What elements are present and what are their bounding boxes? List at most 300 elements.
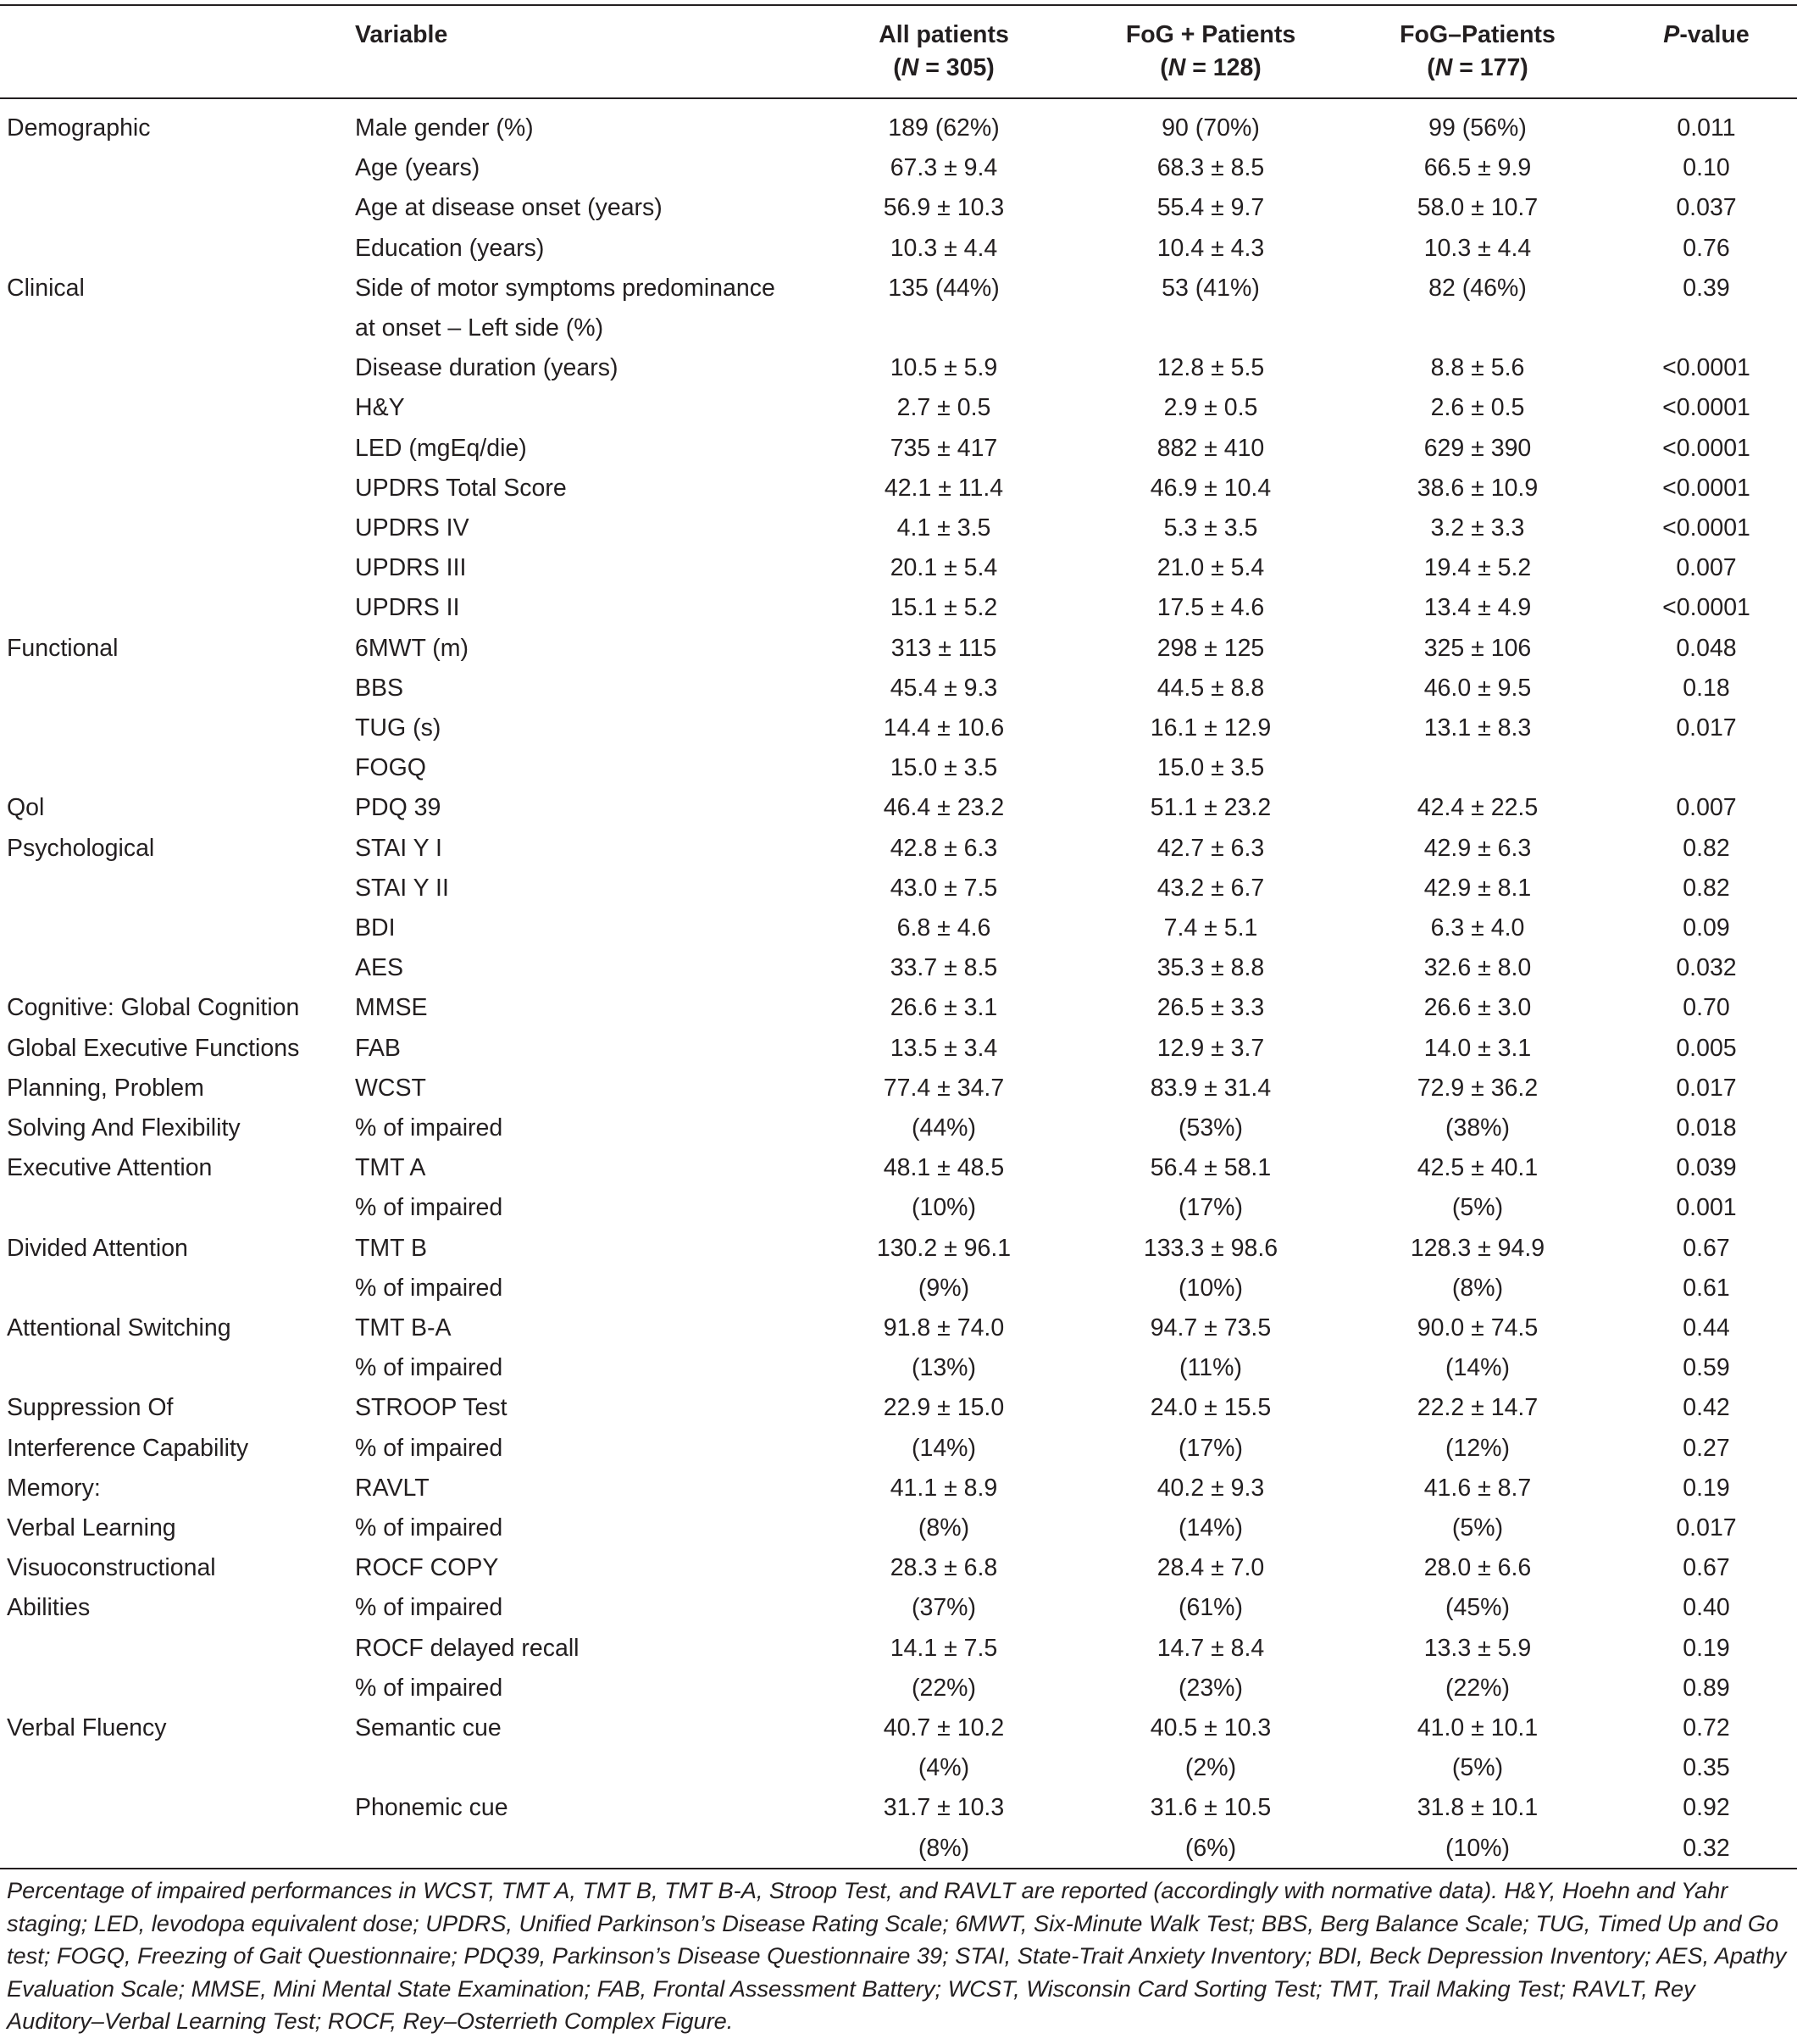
cell-p-value: 0.011 [1677, 114, 1736, 142]
cell-fog-positive: (6%) [1184, 1834, 1237, 1862]
table-row [0, 429, 1797, 469]
cell-variable: WCST [355, 1074, 426, 1102]
cell-all-patients: 41.1 ± 8.9 [890, 1474, 998, 1502]
cell-domain [7, 1348, 346, 1388]
cell-domain: Executive Attention [7, 1154, 213, 1182]
bottom-rule [0, 1868, 1797, 1869]
cell-domain [7, 1748, 346, 1788]
cell-variable: Disease duration (years) [355, 354, 618, 382]
cell-fog-positive: 15.0 ± 3.5 [1156, 754, 1265, 782]
table-row [0, 1388, 1797, 1428]
cell-domain [7, 548, 346, 588]
cell-variable: UPDRS Total Score [355, 474, 567, 502]
cell-domain [7, 669, 346, 708]
cell-variable: 6MWT (m) [355, 634, 469, 662]
cell-fog-positive: (11%) [1179, 1354, 1242, 1382]
cell-variable: % of impaired [355, 1194, 503, 1222]
cell-p-value: 0.59 [1683, 1354, 1730, 1382]
cell-variable: RAVLT [355, 1474, 430, 1502]
cell-variable: STAI Y I [355, 834, 442, 862]
cell-p-value [1613, 308, 1797, 348]
cell-all-patients: (44%) [911, 1114, 977, 1141]
cell-fog-negative: 46.0 ± 9.5 [1423, 674, 1532, 702]
cell-domain: Memory: [7, 1474, 101, 1502]
table-row [0, 1588, 1797, 1628]
cell-fog-positive: (17%) [1178, 1434, 1244, 1462]
cell-fog-positive: 5.3 ± 3.5 [1163, 514, 1258, 542]
table-row [0, 708, 1797, 748]
table-footnote: Percentage of impaired performances in WCST, TMT A, TMT B, TMT B-A, Stroop Test, and RAVLT are reported (accordingly with normative data). H&Y, Hoehn and Yahr staging; LED, levodopa equivalent dose; UPDRS, Unified Parkinson’s Disease Rating Scale; 6MWT, Six-Minute Walk Test; BBS, Berg Balance Scale; TUG, Timed Up and Go test; FOGQ, Freezing of Gait Questionnaire; PDQ39, Parkinson’s Disease Questionnaire 39; STAI, State-Trait Anxiety Inventory; BDI, Beck Depression Inventory; AES, Apathy Evaluation Scale; MMSE, Mini Mental State Examination; FAB, Frontal Assessment Battery; WCST, Wisconsin Card Sorting Test; TMT, Trail Making Test; RAVLT, Rey Auditory–Verbal Learning Test; ROCF, Rey–Osterrieth Complex Figure. [7, 1877, 1787, 2035]
table-row [0, 188, 1797, 228]
cell-fog-negative: (5%) [1451, 1754, 1504, 1782]
cell-fog-negative: 82 (46%) [1428, 274, 1527, 302]
cell-fog-positive: 46.9 ± 10.4 [1150, 474, 1272, 502]
cell-variable: TMT B-A [355, 1314, 452, 1341]
table-row [0, 388, 1797, 428]
cell-variable: STROOP Test [355, 1394, 507, 1422]
cell-variable: UPDRS III [355, 554, 467, 582]
cell-all-patients: 26.6 ± 3.1 [890, 994, 998, 1022]
cell-fog-negative: 13.4 ± 4.9 [1423, 594, 1532, 622]
cell-p-value: 0.018 [1676, 1114, 1737, 1141]
cell-all-patients: 14.1 ± 7.5 [890, 1634, 998, 1662]
cell-fog-positive: 83.9 ± 31.4 [1150, 1074, 1272, 1102]
cell-all-patients: 2.7 ± 0.5 [896, 394, 991, 422]
cell-variable: STAI Y II [355, 874, 449, 902]
cell-variable: Age at disease onset (years) [355, 194, 663, 222]
header-all-patients-n: (N = 305) [893, 54, 995, 81]
cell-fog-negative: 41.0 ± 10.1 [1417, 1714, 1539, 1741]
cell-domain: Clinical [7, 274, 85, 302]
table-row [0, 1148, 1797, 1188]
cell-domain: Psychological [7, 834, 155, 862]
cell-fog-negative: 38.6 ± 10.9 [1417, 474, 1539, 502]
cell-all-patients: 15.0 ± 3.5 [890, 754, 998, 782]
cell-fog-positive: 10.4 ± 4.3 [1156, 234, 1265, 262]
table-row [0, 1829, 1797, 1869]
cell-domain [7, 508, 346, 548]
cell-all-patients: (10%) [911, 1194, 977, 1222]
cell-fog-positive: (17%) [1178, 1194, 1244, 1222]
cell-variable: ROCF delayed recall [355, 1634, 580, 1662]
cell-fog-negative: 3.2 ± 3.3 [1430, 514, 1525, 542]
cell-variable: Age (years) [355, 154, 480, 182]
cell-fog-negative: 32.6 ± 8.0 [1423, 954, 1532, 982]
cell-all-patients: 28.3 ± 6.8 [890, 1554, 998, 1582]
table-row [0, 829, 1797, 869]
cell-fog-positive: 40.2 ± 9.3 [1156, 1474, 1265, 1502]
table-row [0, 908, 1797, 948]
cell-p-value: 0.007 [1676, 554, 1737, 582]
cell-domain: Demographic [7, 114, 151, 142]
cell-fog-positive: 51.1 ± 23.2 [1150, 794, 1272, 822]
cell-all-patients: (8%) [918, 1514, 970, 1541]
cell-variable: Side of motor symptoms predominance [355, 274, 775, 302]
table-row [0, 1788, 1797, 1828]
cell-p-value: 0.005 [1676, 1034, 1737, 1062]
cell-fog-negative: 66.5 ± 9.9 [1423, 154, 1532, 182]
table-row [0, 988, 1797, 1028]
cell-p-value: 0.10 [1683, 154, 1730, 182]
cell-variable: Semantic cue [355, 1714, 502, 1741]
cell-all-patients: (8%) [918, 1834, 970, 1862]
cell-all-patients: 14.4 ± 10.6 [883, 714, 1005, 742]
table-row [0, 1748, 1797, 1788]
cell-all-patients: 40.7 ± 10.2 [883, 1714, 1005, 1741]
cell-domain [7, 308, 346, 348]
cell-all-patients: 189 (62%) [888, 114, 1000, 142]
cell-fog-positive: 31.6 ± 10.5 [1150, 1794, 1272, 1822]
cell-fog-positive: (61%) [1178, 1594, 1244, 1622]
cell-all-patients: 20.1 ± 5.4 [890, 554, 998, 582]
header-fog-negative [1351, 19, 1605, 85]
cell-variable: % of impaired [355, 1114, 503, 1141]
cell-variable: % of impaired [355, 1594, 503, 1622]
cell-variable: FAB [355, 1034, 401, 1062]
cell-domain: Cognitive: Global Cognition [7, 994, 300, 1022]
cell-all-patients: 130.2 ± 96.1 [876, 1234, 1012, 1262]
table-row [0, 748, 1797, 788]
table-row [0, 1348, 1797, 1388]
table-row [0, 1108, 1797, 1148]
cell-p-value: <0.0001 [1662, 354, 1750, 382]
table-row [0, 1308, 1797, 1348]
cell-all-patients: (9%) [918, 1274, 970, 1302]
table-row [0, 269, 1797, 308]
cell-p-value: 0.42 [1683, 1394, 1730, 1422]
cell-fog-negative: 13.1 ± 8.3 [1423, 714, 1532, 742]
cell-fog-positive: (2%) [1184, 1754, 1237, 1782]
cell-p-value: <0.0001 [1662, 434, 1750, 462]
cell-all-patients: 15.1 ± 5.2 [890, 594, 998, 622]
cell-domain: Suppression Of [7, 1394, 174, 1422]
cell-all-patients: (4%) [918, 1754, 970, 1782]
cell-variable: % of impaired [355, 1514, 503, 1541]
cell-p-value [1613, 748, 1797, 788]
cell-domain [7, 469, 346, 508]
cell-fog-positive: 68.3 ± 8.5 [1156, 154, 1265, 182]
cell-fog-negative: 13.3 ± 5.9 [1423, 1634, 1532, 1662]
cell-p-value: 0.82 [1683, 874, 1730, 902]
cell-domain: Visuoconstructional [7, 1554, 216, 1582]
cell-p-value: 0.037 [1676, 194, 1737, 222]
cell-all-patients: 43.0 ± 7.5 [890, 874, 998, 902]
cell-variable: % of impaired [355, 1674, 503, 1702]
cell-fog-positive: 298 ± 125 [1156, 634, 1265, 662]
cell-domain [7, 748, 346, 788]
cell-fog-positive: (23%) [1178, 1674, 1244, 1702]
cell-domain [7, 869, 346, 908]
cell-fog-positive: (53%) [1178, 1114, 1244, 1141]
cell-fog-positive: 12.8 ± 5.5 [1156, 354, 1265, 382]
cell-variable: MMSE [355, 994, 428, 1022]
cell-all-patients: (14%) [911, 1434, 977, 1462]
cell-variable: at onset – Left side (%) [355, 314, 604, 342]
cell-fog-negative: 58.0 ± 10.7 [1417, 194, 1539, 222]
cell-fog-negative: 8.8 ± 5.6 [1430, 354, 1525, 382]
table-row [0, 1188, 1797, 1228]
cell-all-patients: 4.1 ± 3.5 [896, 514, 991, 542]
cell-fog-negative: 128.3 ± 94.9 [1410, 1234, 1545, 1262]
cell-all-patients [851, 308, 1037, 348]
cell-variable: ROCF COPY [355, 1554, 499, 1582]
cell-fog-negative: 42.9 ± 6.3 [1423, 834, 1532, 862]
cell-p-value: 0.18 [1683, 674, 1730, 702]
cell-p-value: 0.032 [1676, 954, 1737, 982]
cell-fog-positive: 12.9 ± 3.7 [1156, 1034, 1265, 1062]
cell-fog-negative: (5%) [1451, 1514, 1504, 1541]
cell-domain: Abilities [7, 1594, 91, 1622]
cell-fog-positive: 56.4 ± 58.1 [1150, 1154, 1272, 1182]
table-row [0, 148, 1797, 188]
cell-all-patients: 13.5 ± 3.4 [890, 1034, 998, 1062]
cell-fog-negative: 90.0 ± 74.5 [1417, 1314, 1539, 1341]
cell-domain [7, 1788, 346, 1828]
table-row [0, 548, 1797, 588]
cell-p-value: 0.32 [1683, 1834, 1730, 1862]
cell-all-patients: 77.4 ± 34.7 [883, 1074, 1005, 1102]
cell-fog-positive: (14%) [1178, 1514, 1244, 1541]
cell-fog-positive: 43.2 ± 6.7 [1156, 874, 1265, 902]
cell-fog-negative: 14.0 ± 3.1 [1423, 1034, 1532, 1062]
cell-domain: Qol [7, 794, 45, 822]
cell-fog-positive: 14.7 ± 8.4 [1156, 1634, 1265, 1662]
cell-fog-negative: (38%) [1445, 1114, 1511, 1141]
header-fog-negative-n: (N = 177) [1427, 54, 1528, 81]
cell-domain: Planning, Problem [7, 1074, 204, 1102]
cell-fog-positive: 44.5 ± 8.8 [1156, 674, 1265, 702]
cell-all-patients: 56.9 ± 10.3 [883, 194, 1005, 222]
cell-fog-negative: 41.6 ± 8.7 [1423, 1474, 1532, 1502]
cell-fog-negative: (12%) [1445, 1434, 1511, 1462]
table-row [0, 588, 1797, 628]
cell-p-value: 0.007 [1676, 794, 1737, 822]
header-fog-positive-n: (N = 128) [1160, 54, 1262, 81]
cell-all-patients: 48.1 ± 48.5 [883, 1154, 1005, 1182]
cell-fog-positive: 28.4 ± 7.0 [1156, 1554, 1265, 1582]
cell-fog-negative: 19.4 ± 5.2 [1423, 554, 1532, 582]
cell-fog-positive: 26.5 ± 3.3 [1156, 994, 1265, 1022]
table-row [0, 229, 1797, 269]
cell-domain [7, 708, 346, 748]
cell-fog-negative: (22%) [1445, 1674, 1511, 1702]
cell-p-value: 0.82 [1683, 834, 1730, 862]
cell-all-patients: 735 ± 417 [890, 434, 998, 462]
cell-all-patients: 33.7 ± 8.5 [890, 954, 998, 982]
cell-all-patients: (22%) [911, 1674, 977, 1702]
cell-p-value: 0.89 [1683, 1674, 1730, 1702]
top-rule [0, 4, 1797, 6]
cell-domain: Attentional Switching [7, 1314, 231, 1341]
cell-fog-positive: 2.9 ± 0.5 [1163, 394, 1258, 422]
table-row [0, 788, 1797, 828]
cell-all-patients: 91.8 ± 74.0 [883, 1314, 1005, 1341]
table-row [0, 669, 1797, 708]
cell-variable: FOGQ [355, 754, 426, 782]
cell-domain [7, 229, 346, 269]
cell-fog-negative: (14%) [1445, 1354, 1511, 1382]
cell-p-value: 0.67 [1683, 1234, 1730, 1262]
cell-fog-negative [1384, 308, 1571, 348]
cell-all-patients: 31.7 ± 10.3 [883, 1794, 1005, 1822]
cell-fog-positive: 882 ± 410 [1156, 434, 1265, 462]
cell-domain [7, 148, 346, 188]
cell-p-value: 0.001 [1676, 1194, 1737, 1222]
cell-fog-negative: 42.4 ± 22.5 [1417, 794, 1539, 822]
cell-domain: Solving And Flexibility [7, 1114, 241, 1141]
header-all-patients-label: All patients [879, 21, 1009, 48]
cell-variable: PDQ 39 [355, 794, 441, 822]
cell-all-patients: 313 ± 115 [890, 634, 997, 662]
table-row [0, 348, 1797, 388]
cell-p-value: 0.27 [1683, 1434, 1730, 1462]
cell-p-value: 0.09 [1683, 914, 1730, 941]
cell-p-value: 0.61 [1683, 1274, 1730, 1302]
cell-fog-positive: (10%) [1178, 1274, 1244, 1302]
cell-variable: UPDRS II [355, 594, 460, 622]
cell-all-patients: 135 (44%) [888, 274, 1000, 302]
cell-p-value: 0.017 [1676, 1514, 1737, 1541]
cell-all-patients: (37%) [911, 1594, 977, 1622]
cell-fog-negative: 26.6 ± 3.0 [1423, 994, 1532, 1022]
table-row [0, 1469, 1797, 1508]
cell-p-value: 0.35 [1683, 1754, 1730, 1782]
table-row [0, 1508, 1797, 1548]
cell-domain [7, 188, 346, 228]
cell-domain: Verbal Fluency [7, 1714, 167, 1741]
cell-all-patients: 42.8 ± 6.3 [890, 834, 998, 862]
cell-variable: UPDRS IV [355, 514, 469, 542]
cell-fog-positive: 7.4 ± 5.1 [1163, 914, 1258, 941]
header-variable: Variable [355, 21, 448, 48]
cell-domain [7, 588, 346, 628]
cell-domain: Global Executive Functions [7, 1034, 300, 1062]
cell-fog-positive: 42.7 ± 6.3 [1156, 834, 1265, 862]
cell-variable: TMT B [355, 1234, 427, 1262]
cell-variable [355, 1829, 863, 1869]
header-p-value: P-value [1663, 21, 1750, 48]
cell-all-patients: 45.4 ± 9.3 [890, 674, 998, 702]
cell-fog-negative: (8%) [1451, 1274, 1504, 1302]
cell-variable: % of impaired [355, 1434, 503, 1462]
table-row [0, 1708, 1797, 1748]
cell-fog-positive: 90 (70%) [1162, 114, 1260, 142]
cell-variable: % of impaired [355, 1354, 503, 1382]
cell-fog-positive: 55.4 ± 9.7 [1156, 194, 1265, 222]
cell-all-patients: 67.3 ± 9.4 [890, 154, 998, 182]
cell-fog-positive: 133.3 ± 98.6 [1143, 1234, 1278, 1262]
cell-variable: BBS [355, 674, 404, 702]
table-row [0, 308, 1797, 348]
table-row [0, 1269, 1797, 1308]
cell-fog-positive: 94.7 ± 73.5 [1150, 1314, 1272, 1341]
cell-p-value: 0.70 [1683, 994, 1730, 1022]
cell-domain [7, 908, 346, 948]
cell-p-value: 0.39 [1683, 274, 1730, 302]
cell-variable [355, 1748, 863, 1788]
cell-domain [7, 1629, 346, 1669]
cell-domain: Verbal Learning [7, 1514, 176, 1541]
cell-fog-negative: (45%) [1445, 1594, 1511, 1622]
cell-fog-positive [1118, 308, 1304, 348]
cell-variable: % of impaired [355, 1274, 503, 1302]
cell-fog-negative: (10%) [1445, 1834, 1511, 1862]
cell-fog-negative: 22.2 ± 14.7 [1417, 1394, 1539, 1422]
cell-p-value: <0.0001 [1662, 514, 1750, 542]
cell-domain [7, 1269, 346, 1308]
cell-fog-negative: 99 (56%) [1428, 114, 1527, 142]
cell-p-value: 0.40 [1683, 1594, 1730, 1622]
cell-all-patients: 10.3 ± 4.4 [890, 234, 998, 262]
cell-domain [7, 1829, 346, 1869]
cell-fog-negative: 6.3 ± 4.0 [1430, 914, 1525, 941]
cell-domain: Functional [7, 634, 119, 662]
table-row [0, 1229, 1797, 1269]
table-row [0, 1669, 1797, 1708]
cell-p-value: 0.017 [1676, 1074, 1737, 1102]
cell-fog-negative: 2.6 ± 0.5 [1430, 394, 1525, 422]
cell-p-value: 0.048 [1676, 634, 1737, 662]
cell-p-value: 0.017 [1676, 714, 1737, 742]
cell-all-patients: (13%) [911, 1354, 977, 1382]
cell-fog-negative: 31.8 ± 10.1 [1417, 1794, 1539, 1822]
cell-fog-negative: 325 ± 106 [1423, 634, 1532, 662]
cell-variable: Male gender (%) [355, 114, 534, 142]
table-row [0, 1548, 1797, 1588]
cell-variable: TMT A [355, 1154, 426, 1182]
cell-fog-negative: 42.5 ± 40.1 [1417, 1154, 1539, 1182]
table-row [0, 469, 1797, 508]
cell-p-value: 0.92 [1683, 1794, 1730, 1822]
cell-fog-positive: 16.1 ± 12.9 [1150, 714, 1272, 742]
cell-fog-negative: 10.3 ± 4.4 [1423, 234, 1532, 262]
cell-variable: TUG (s) [355, 714, 441, 742]
cell-domain [7, 429, 346, 469]
cell-p-value: <0.0001 [1662, 594, 1750, 622]
cell-variable: LED (mgEq/die) [355, 434, 527, 462]
table-row [0, 1429, 1797, 1469]
cell-fog-positive: 53 (41%) [1162, 274, 1260, 302]
cell-all-patients: 42.1 ± 11.4 [884, 474, 1004, 502]
table-row [0, 1029, 1797, 1069]
header-fog-positive-label: FoG + Patients [1125, 21, 1296, 48]
cell-all-patients: 6.8 ± 4.6 [896, 914, 991, 941]
cell-domain [7, 348, 346, 388]
cell-fog-positive: 21.0 ± 5.4 [1156, 554, 1265, 582]
table-row [0, 948, 1797, 988]
cell-fog-positive: 35.3 ± 8.8 [1156, 954, 1265, 982]
table-row [0, 1069, 1797, 1108]
cell-p-value: <0.0001 [1662, 394, 1750, 422]
cell-p-value: 0.19 [1683, 1474, 1730, 1502]
cell-variable: Education (years) [355, 234, 545, 262]
cell-fog-negative: 629 ± 390 [1423, 434, 1532, 462]
cell-fog-negative [1384, 748, 1571, 788]
table-row [0, 1629, 1797, 1669]
cell-domain [7, 948, 346, 988]
table-row [0, 508, 1797, 548]
cell-p-value: <0.0001 [1662, 474, 1750, 502]
table-row [0, 108, 1797, 148]
cell-all-patients: 46.4 ± 23.2 [883, 794, 1005, 822]
cell-p-value: 0.44 [1683, 1314, 1730, 1341]
cell-p-value: 0.72 [1683, 1714, 1730, 1741]
cell-variable: Phonemic cue [355, 1794, 508, 1822]
cell-fog-negative: 72.9 ± 36.2 [1417, 1074, 1539, 1102]
cell-variable: AES [355, 954, 404, 982]
cell-fog-negative: (5%) [1451, 1194, 1504, 1222]
cell-domain [7, 1188, 346, 1228]
